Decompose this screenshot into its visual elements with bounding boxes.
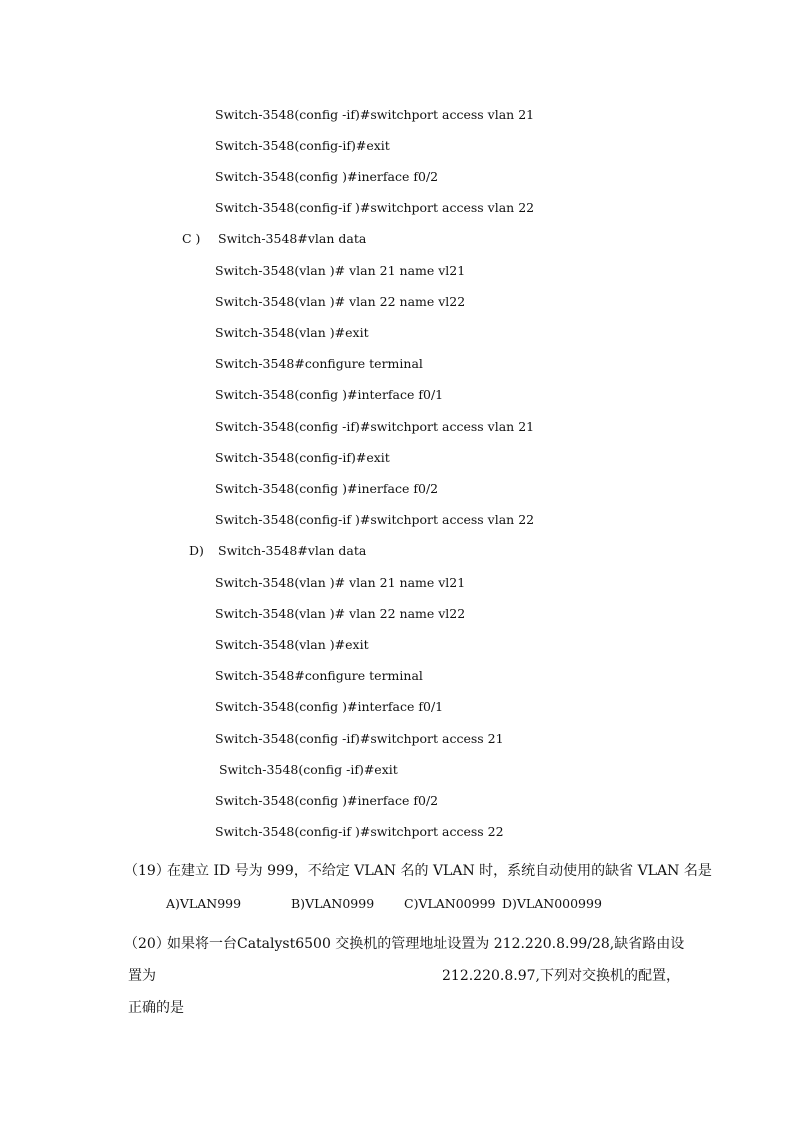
- choice-c: C)VLAN00999: [404, 896, 496, 911]
- code-line: Switch-3548#configure terminal: [215, 668, 423, 683]
- question-number: （20）: [124, 936, 170, 952]
- code-line: Switch-3548(config-if )#switchport access vlan 22: [215, 200, 535, 215]
- option-c-label: C ): [182, 231, 201, 246]
- code-line: Switch-3548(config -if)#switchport access vlan 21: [215, 107, 535, 122]
- question-text-continued: 正确的是: [128, 1000, 184, 1016]
- code-line: Switch-3548(config -if)#switchport access vlan 21: [215, 419, 535, 434]
- choice-b: B)VLAN0999: [291, 896, 375, 911]
- code-line: Switch-3548(config )#interface f0/1: [215, 699, 444, 714]
- code-line: Switch-3548#configure terminal: [215, 356, 423, 371]
- code-line: Switch-3548#vlan data: [218, 543, 367, 558]
- code-line: Switch-3548(config-if )#switchport access vlan 22: [215, 512, 535, 527]
- code-line: Switch-3548#vlan data: [218, 231, 367, 246]
- code-line: Switch-3548(config )#inerface f0/2: [215, 481, 439, 496]
- code-line: Switch-3548(vlan )#exit: [215, 325, 369, 340]
- question-text-continued: 212.220.8.97,下列对交换机的配置，: [442, 968, 680, 984]
- question-number: （19）: [124, 863, 170, 879]
- code-line: Switch-3548(config )#inerface f0/2: [215, 169, 439, 184]
- code-line: Switch-3548(vlan )# vlan 21 name vl21: [215, 575, 466, 590]
- question-text: 如果将一台Catalyst6500 交换机的管理地址设置为 212.220.8.99/28,缺省路由设: [167, 936, 685, 952]
- code-line: Switch-3548(config-if)#exit: [215, 138, 390, 153]
- option-d-label: D): [189, 543, 204, 558]
- code-line: Switch-3548(config )#interface f0/1: [215, 387, 444, 402]
- code-line: Switch-3548(config )#inerface f0/2: [215, 793, 439, 808]
- code-line: Switch-3548(vlan )# vlan 22 name vl22: [215, 606, 466, 621]
- code-line: Switch-3548(vlan )#exit: [215, 637, 369, 652]
- question-text: 在建立 ID 号为 999，不给定 VLAN 名的 VLAN 时，系统自动使用的缺省 VLAN 名是: [167, 863, 712, 879]
- choice-d: D)VLAN000999: [502, 896, 602, 911]
- code-line: Switch-3548(vlan )# vlan 22 name vl22: [215, 294, 466, 309]
- code-line: Switch-3548(config -if)#switchport access 21: [215, 731, 504, 746]
- code-line: Switch-3548(vlan )# vlan 21 name vl21: [215, 263, 466, 278]
- choice-a: A)VLAN999: [166, 896, 242, 911]
- question-text-continued: 置为: [128, 968, 156, 984]
- code-line: Switch-3548(config-if)#exit: [215, 450, 390, 465]
- code-line: Switch-3548(config -if)#exit: [215, 762, 398, 777]
- code-line: Switch-3548(config-if )#switchport access 22: [215, 824, 504, 839]
